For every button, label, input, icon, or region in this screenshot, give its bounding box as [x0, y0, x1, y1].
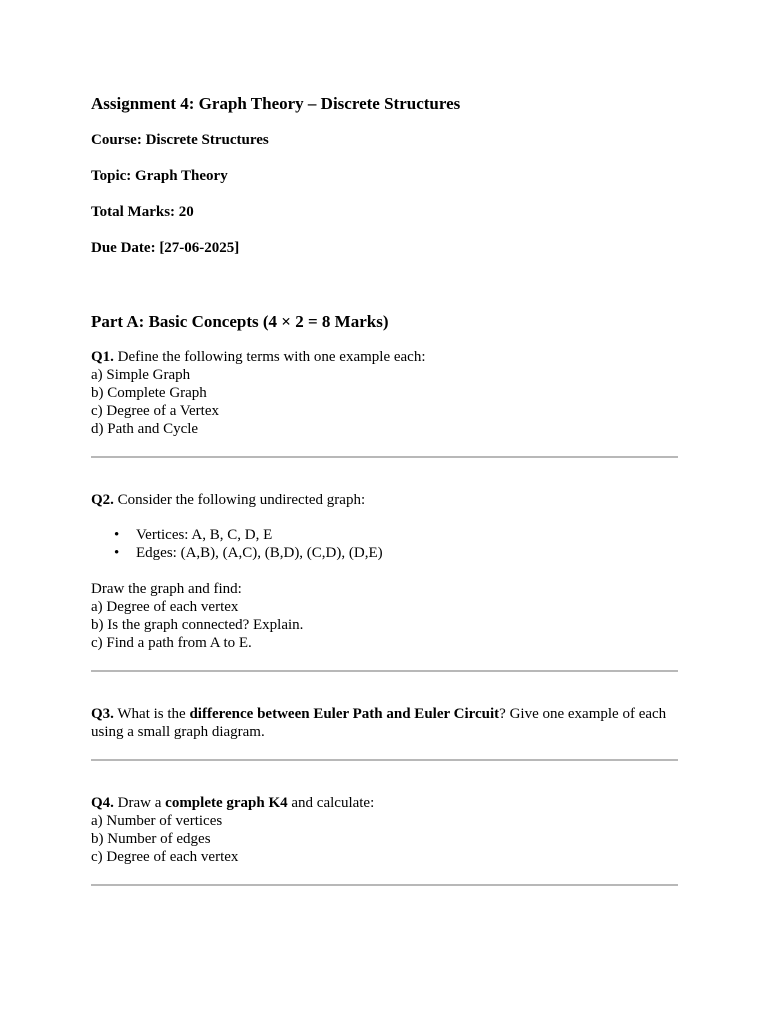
section-divider [91, 670, 678, 672]
question-4-label: Q4. [91, 795, 114, 811]
list-item-text: Vertices: A, B, C, D, E [136, 527, 273, 543]
bullet-icon: • [114, 527, 120, 543]
question-4-text-after: and calculate: [287, 795, 375, 811]
section-divider [91, 884, 678, 886]
section-divider [91, 456, 678, 458]
topic-line: Topic: Graph Theory [91, 168, 228, 184]
question-2-task: c) Find a path from A to E. [91, 635, 252, 651]
question-2 [91, 491, 678, 652]
list-item-text: Edges: (A,B), (A,C), (B,D), (C,D), (D,E) [136, 545, 383, 561]
question-3-text-after: ? Give one example of each using a small graph diagram. [91, 706, 667, 740]
question-2-prompt [91, 491, 678, 509]
question-3-text-before: What is the [113, 706, 190, 722]
part-a-heading: Part A: Basic Concepts (4 × 2 = 8 Marks) [91, 312, 389, 331]
question-4-text-before: Draw a [113, 795, 166, 811]
section-divider [91, 759, 678, 761]
question-1-item: a) Simple Graph [91, 367, 191, 383]
question-2-task: a) Degree of each vertex [91, 599, 239, 615]
question-4-item: a) Number of vertices [91, 813, 223, 829]
question-1-item: c) Degree of a Vertex [91, 403, 219, 419]
list-item [114, 544, 678, 562]
question-4-item: b) Number of edges [91, 831, 211, 847]
question-3 [91, 705, 678, 741]
question-1-label: Q1. [91, 349, 114, 365]
question-3-label: Q3. [91, 706, 114, 722]
question-1 [91, 348, 678, 438]
question-2-bullet-list [91, 526, 678, 562]
question-1-prompt-text: Define the following terms with one example each: [113, 349, 426, 365]
question-4-item: c) Degree of each vertex [91, 849, 239, 865]
bullet-icon: • [114, 545, 120, 561]
total-marks-line: Total Marks: 20 [91, 204, 194, 220]
document-content [91, 94, 678, 886]
course-line: Course: Discrete Structures [91, 132, 269, 148]
question-4 [91, 794, 678, 866]
question-1-item: d) Path and Cycle [91, 421, 199, 437]
question-2-prompt-text: Consider the following undirected graph: [113, 492, 366, 508]
question-2-label: Q2. [91, 492, 114, 508]
assignment-title: Assignment 4: Graph Theory – Discrete Structures [91, 94, 461, 113]
question-4-prompt [91, 794, 678, 812]
question-1-item: b) Complete Graph [91, 385, 207, 401]
question-2-task-intro: Draw the graph and find: [91, 581, 242, 597]
question-1-prompt [91, 348, 678, 366]
question-2-tasks [91, 580, 678, 652]
question-2-task: b) Is the graph connected? Explain. [91, 617, 304, 633]
list-item [114, 526, 678, 544]
due-date-line: Due Date: [27-06-2025] [91, 240, 240, 256]
question-4-emphasis: complete graph K4 [165, 795, 288, 811]
question-3-emphasis: difference between Euler Path and Euler Circuit [189, 706, 500, 722]
